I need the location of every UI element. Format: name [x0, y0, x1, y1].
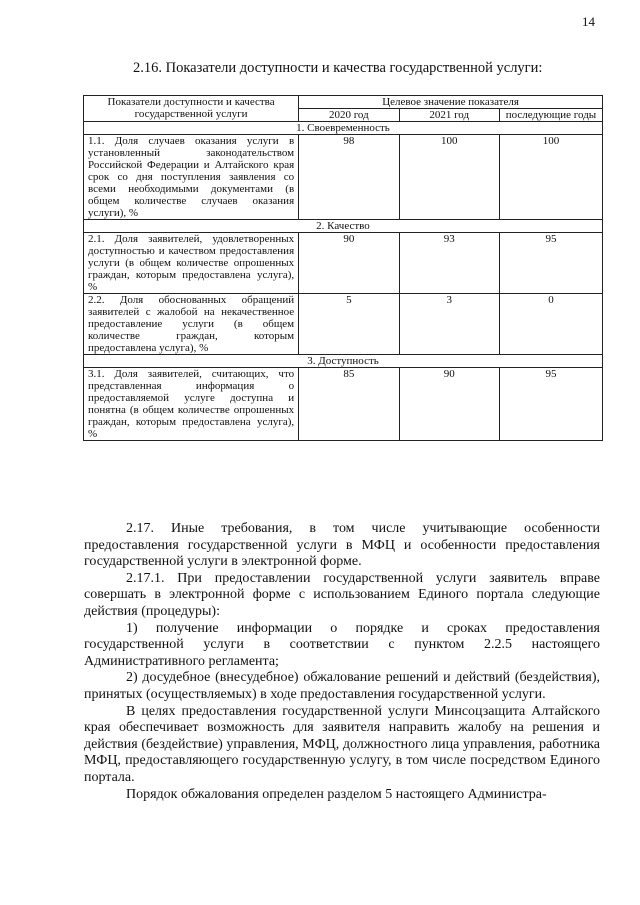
- paragraph-appeal-procedure: Порядок обжалования определен разделом 5 настоящего Администра-: [126, 786, 547, 802]
- paragraph-item-1: 1) получение информации о порядке и сроках предоставления государственной услуги в соответствии с пунктом 2.2.5 настоящего Административного регламента;: [84, 620, 600, 669]
- value-later: 0: [499, 294, 602, 355]
- table-row: [84, 233, 603, 294]
- value-later: 100: [499, 135, 602, 220]
- indicator-text: 1.1. Доля случаев оказания услуги в установленный законодательством Российской Федерации и Алтайского края срок со дня поступления заявления со всеми необходимыми документами (в общем количестве случаев оказания услуги), %: [84, 135, 299, 220]
- value-2021: 93: [399, 233, 499, 294]
- value-later: 95: [499, 368, 602, 441]
- value-2021: 90: [399, 368, 499, 441]
- indicator-text: 2.1. Доля заявителей, удовлетворенных доступностью и качеством предоставления услуги (в общем количестве опрошенных граждан, которым предоставлена услуга), %: [84, 233, 299, 294]
- paragraph-item-2: 2) досудебное (внесудебное) обжалование решений и действий (бездействия), принятых (осуществляемых) в ходе предоставления государственной услуги.: [84, 670, 600, 702]
- group-title: 3. Доступность: [84, 355, 603, 368]
- header-year-2021: 2021 год: [399, 109, 499, 122]
- value-2020: 90: [299, 233, 399, 294]
- body-text: [84, 521, 600, 803]
- header-indicator: Показатели доступности и качества государственной услуги: [84, 96, 299, 122]
- table-row: [84, 294, 603, 355]
- value-later: 95: [499, 233, 602, 294]
- group-row-accessibility: [84, 355, 603, 368]
- indicator-text: 3.1. Доля заявителей, считающих, что представленная информация о предоставляемой услуге доступна и понятна (в общем количестве опрошенных граждан, которым предоставлена услуга), %: [84, 368, 299, 441]
- section-heading: 2.16. Показатели доступности и качества государственной услуги:: [133, 60, 543, 76]
- header-later-years: последующие годы: [499, 109, 602, 122]
- value-2020: 98: [299, 135, 399, 220]
- paragraph-2-17-1: 2.17.1. При предоставлении государственной услуги заявитель вправе совершать в электронной форме с использованием Единого портала следующие действия (процедуры):: [84, 570, 600, 619]
- indicators-table: [83, 95, 603, 441]
- group-title: 1. Своевременность: [84, 122, 603, 135]
- page-number: 14: [582, 14, 595, 29]
- indicator-text: 2.2. Доля обоснованных обращений заявителей с жалобой на некачественное предоставление услуги (в общем количестве граждан, которым предоставлена услуга), %: [84, 294, 299, 355]
- group-row-quality: [84, 220, 603, 233]
- paragraph-complaints: В целях предоставления государственной услуги Минсоцзащита Алтайского края обеспечивает возможность для заявителя направить жалобу на решения и действия (бездействие) управления, МФЦ, должностного лица управления, работника МФЦ, предоставляющего государственную услугу, в том числе посредством Единого портала.: [84, 703, 600, 785]
- header-target-value: Целевое значение показателя: [299, 96, 603, 109]
- header-year-2020: 2020 год: [299, 109, 399, 122]
- paragraph-2-17: 2.17. Иные требования, в том числе учитывающие особенности предоставления государственной услуги в МФЦ и особенности предоставления государственной услуги в электронной форме.: [84, 521, 600, 570]
- value-2020: 5: [299, 294, 399, 355]
- table-header-row: [84, 96, 603, 109]
- group-title: 2. Качество: [84, 220, 603, 233]
- value-2021: 100: [399, 135, 499, 220]
- table-row: [84, 368, 603, 441]
- value-2021: 3: [399, 294, 499, 355]
- group-row-timeliness: [84, 122, 603, 135]
- value-2020: 85: [299, 368, 399, 441]
- table-row: [84, 135, 603, 220]
